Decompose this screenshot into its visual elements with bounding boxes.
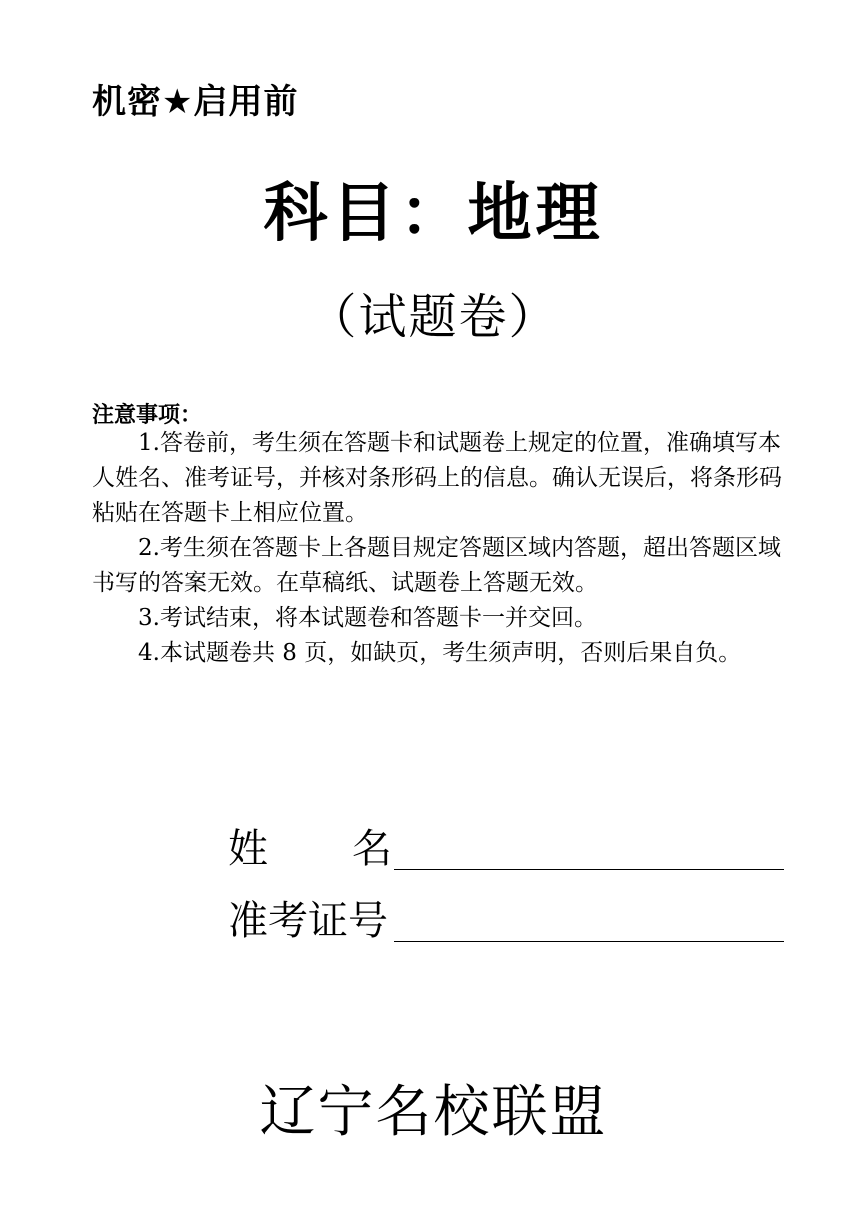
notice-heading: 注意事项： — [92, 403, 203, 428]
notice-list — [92, 426, 782, 671]
exam-id-blank-line[interactable] — [394, 901, 784, 942]
exam-id-field-row — [228, 898, 784, 944]
name-label-char-2: 名 — [352, 826, 392, 872]
name-label — [228, 826, 392, 872]
subject-title: 科目：地理 — [263, 177, 604, 251]
paper-type-label: （试题卷） — [308, 289, 559, 345]
notice-item-2: 2.考生须在答题卡上各题目规定答题区域内答题，超出答题区域书写的答案无效。在草稿纸、试题卷上答题无效。 — [92, 535, 781, 596]
organization-name: 辽宁名校联盟 — [259, 1080, 608, 1145]
name-field-row — [228, 826, 784, 872]
notice-item-3: 3.考试结束，将本试题卷和答题卡一并交回。 — [138, 605, 597, 631]
confidential-mark: 机密★启用前 — [92, 82, 299, 122]
notice-item-4: 4.本试题卷共 8 页，如缺页，考生须声明，否则后果自负。 — [138, 640, 742, 666]
name-blank-line[interactable] — [394, 829, 784, 870]
notice-item-1: 1.答卷前，考生须在答题卡和试题卷上规定的位置，准确填写本人姓名、准考证号，并核对条形码上的信息。确认无误后，将条形码粘贴在答题卡上相应位置。 — [92, 430, 782, 526]
exam-id-label: 准考证号 — [228, 898, 388, 944]
name-label-char-1: 姓 — [228, 826, 268, 872]
